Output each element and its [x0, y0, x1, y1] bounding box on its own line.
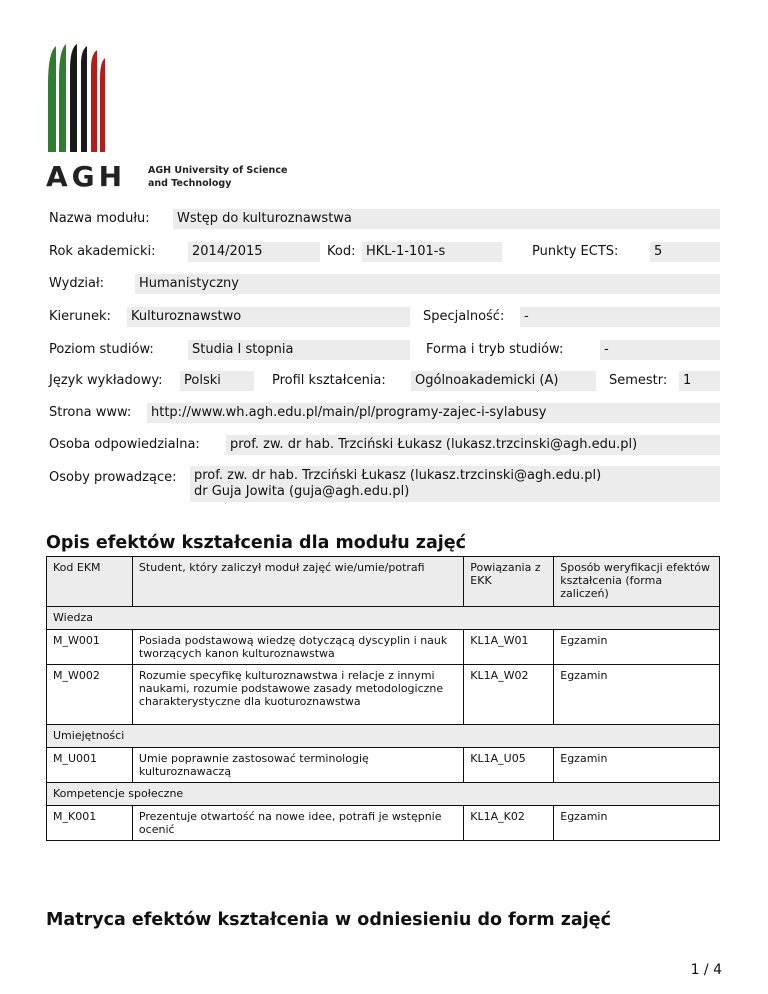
table-header-row: [47, 557, 720, 607]
teacher-1: prof. zw. dr hab. Trzciński Łukasz (lukasz.trzcinski@agh.edu.pl): [194, 468, 602, 483]
website-label: Strona www:: [49, 405, 132, 420]
university-line-1: AGH University of Science: [148, 165, 288, 176]
level-value: Studia I stopnia: [188, 340, 410, 360]
teacher-2: dr Guja Jowita (guja@agh.edu.pl): [194, 484, 410, 499]
code-label: Kod:: [327, 244, 356, 259]
group-label: Wiedza: [47, 607, 720, 630]
agh-stripes-icon: [46, 44, 106, 156]
group-label: Kompetencje społeczne: [47, 783, 720, 806]
header-verify: Sposób weryfikacji efektów kształcenia (forma zaliczeń): [554, 557, 720, 607]
module-name-label: Nazwa modułu:: [49, 211, 150, 226]
section-title-effects: Opis efektów kształcenia dla modułu zajęć: [46, 533, 467, 553]
cell-verify: Egzamin: [554, 630, 720, 665]
language-value: Polski: [180, 371, 254, 391]
ects-label: Punkty ECTS:: [532, 244, 619, 259]
cell-link: KL1A_W01: [464, 630, 554, 665]
academic-year-label: Rok akademicki:: [49, 244, 156, 259]
table-row: [47, 806, 720, 841]
table-row: [47, 630, 720, 665]
table-row: [47, 665, 720, 725]
group-label: Umiejętności: [47, 725, 720, 748]
cell-desc: Rozumie specyfikę kulturoznawstwa i relacje z innymi naukami, rozumie podstawowe zasady metodologiczne charakterystyczne dla kuoturoznawstwa: [132, 665, 463, 725]
agh-logo: [46, 44, 290, 194]
page-number: 1 / 4: [690, 962, 722, 978]
website-value[interactable]: http://www.wh.agh.edu.pl/main/pl/programy-zajec-i-sylabusy: [147, 403, 720, 423]
cell-link: KL1A_U05: [464, 748, 554, 783]
cell-desc: Posiada podstawową wiedzę dotyczącą dyscyplin i nauk tworzących kanon kulturoznawstwa: [132, 630, 463, 665]
cell-desc: Prezentuje otwartość na nowe idee, potrafi je wstępnie ocenić: [132, 806, 463, 841]
section-title-matrix: Matryca efektów kształcenia w odniesieniu do form zajęć: [46, 910, 611, 930]
cell-link: KL1A_W02: [464, 665, 554, 725]
cell-verify: Egzamin: [554, 665, 720, 725]
table-row: [47, 748, 720, 783]
semester-value: 1: [679, 371, 720, 391]
semester-label: Semestr:: [609, 373, 668, 388]
level-label: Poziom studiów:: [49, 342, 154, 357]
cell-desc: Umie poprawnie zastosować terminologię kulturoznawaczą: [132, 748, 463, 783]
group-row: [47, 607, 720, 630]
faculty-value: Humanistyczny: [135, 274, 720, 294]
teachers-label: Osoby prowadzące:: [49, 470, 177, 485]
header-code: Kod EKM: [47, 557, 133, 607]
specialty-label: Specjalność:: [423, 309, 505, 324]
university-name: [148, 164, 287, 190]
module-name-value: Wstęp do kulturoznawstwa: [173, 209, 720, 229]
specialty-value: -: [520, 307, 720, 327]
cell-code: M_K001: [47, 806, 133, 841]
agh-acronym: AGH: [46, 160, 127, 193]
header-link: Powiązania z EKK: [464, 557, 554, 607]
cell-verify: Egzamin: [554, 748, 720, 783]
cell-verify: Egzamin: [554, 806, 720, 841]
group-row: [47, 783, 720, 806]
mode-value: -: [600, 340, 720, 360]
university-line-2: and Technology: [148, 178, 232, 189]
ects-value: 5: [650, 242, 720, 262]
teachers-value: [190, 466, 720, 502]
header-desc: Student, który zaliczył moduł zajęć wie/umie/potrafi: [132, 557, 463, 607]
cell-code: M_W001: [47, 630, 133, 665]
language-label: Język wykładowy:: [49, 373, 163, 388]
group-row: [47, 725, 720, 748]
profile-label: Profil kształcenia:: [272, 373, 386, 388]
field-value: Kulturoznawstwo: [127, 307, 410, 327]
profile-value: Ogólnoakademicki (A): [411, 371, 596, 391]
cell-link: KL1A_K02: [464, 806, 554, 841]
responsible-label: Osoba odpowiedzialna:: [49, 437, 200, 452]
academic-year-value: 2014/2015: [188, 242, 320, 262]
cell-code: M_W002: [47, 665, 133, 725]
responsible-value: prof. zw. dr hab. Trzciński Łukasz (lukasz.trzcinski@agh.edu.pl): [226, 435, 720, 455]
mode-label: Forma i tryb studiów:: [426, 342, 564, 357]
faculty-label: Wydział:: [49, 276, 105, 291]
code-value: HKL-1-101-s: [362, 242, 502, 262]
effects-table: [46, 556, 720, 841]
field-label: Kierunek:: [49, 309, 111, 324]
cell-code: M_U001: [47, 748, 133, 783]
